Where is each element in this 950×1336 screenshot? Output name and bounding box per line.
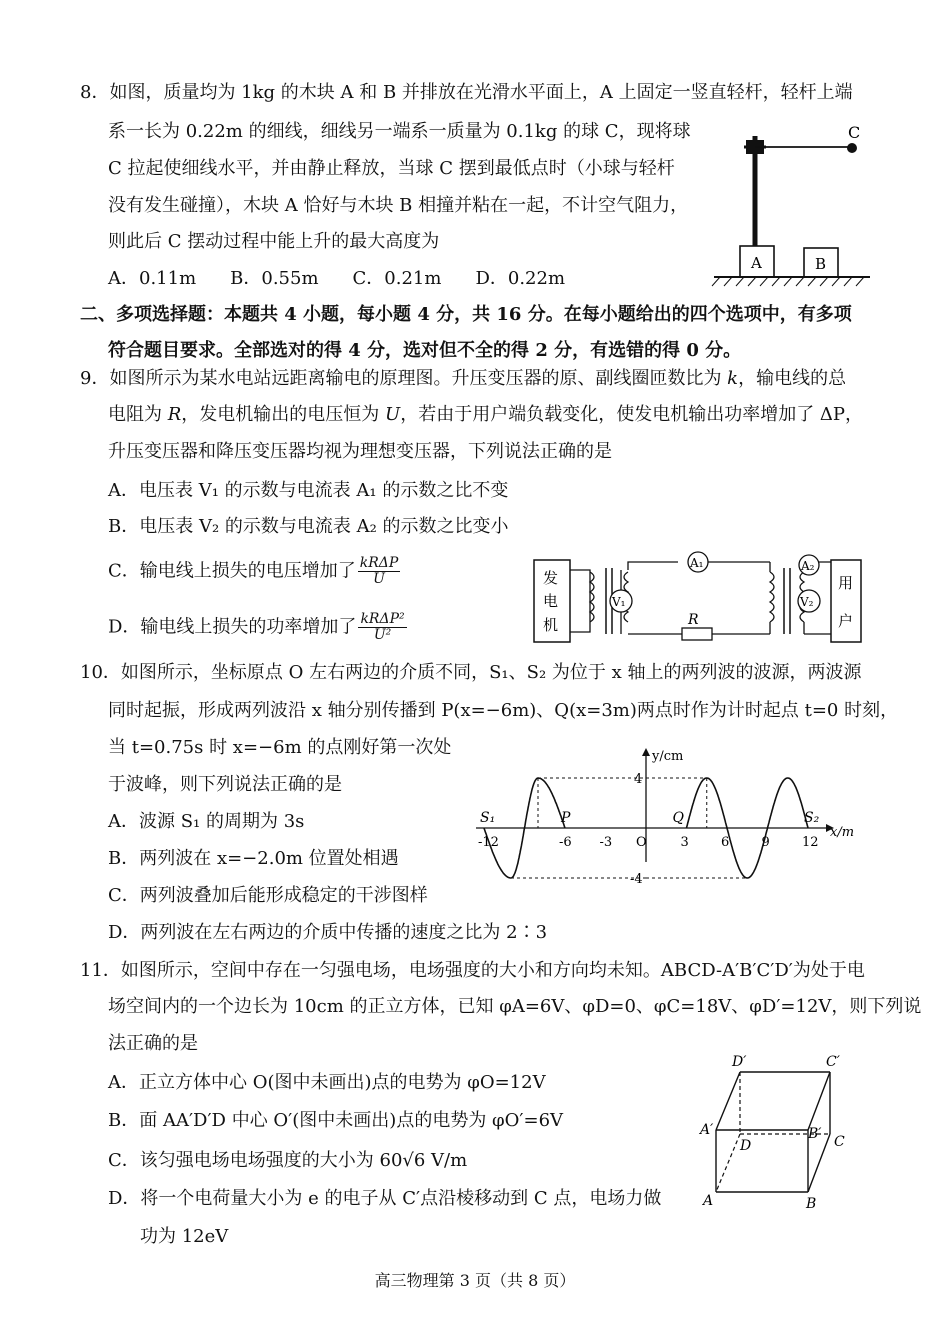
x-axis-label: x/m bbox=[830, 825, 855, 840]
x-tick-label: 6 bbox=[721, 835, 730, 850]
q8-option-b[interactable]: B．0.55m bbox=[230, 268, 319, 289]
q11-option-d[interactable]: D．将一个电荷量大小为 e 的电子从 C′点沿棱移动到 C 点，电场力做 bbox=[108, 1188, 662, 1209]
svg-text:A: A bbox=[703, 1193, 714, 1209]
q11-option-d-cont: 功为 12eV bbox=[140, 1226, 229, 1247]
svg-text:V₂: V₂ bbox=[800, 595, 814, 609]
q8-line-1: 8．如图，质量均为 1kg 的木块 A 和 B 并排放在光滑水平面上，A 上固定一竖直轻杆，轻杆上端 bbox=[80, 82, 853, 103]
q9-option-d[interactable]: D．输电线上损失的功率增加了 kRΔP² U² bbox=[108, 611, 405, 643]
q8-line-3: C 拉起使细线水平，并由静止释放，当球 C 摆到最低点时（小球与轻杆 bbox=[108, 158, 675, 179]
q11-cube-figure bbox=[698, 1050, 858, 1210]
q8-option-a[interactable]: A．0.11m bbox=[108, 268, 197, 289]
svg-text:C′: C′ bbox=[826, 1054, 840, 1070]
q10-wave-chart bbox=[462, 744, 872, 887]
svg-text:R: R bbox=[688, 612, 699, 628]
q9-option-c-fraction: kRΔP U bbox=[359, 555, 399, 587]
x-tick-label: -12 bbox=[478, 835, 499, 850]
svg-text:C: C bbox=[834, 1134, 845, 1150]
q10-option-b[interactable]: B．两列波在 x=−2.0m 位置处相遇 bbox=[108, 848, 399, 869]
q10-line-3: 当 t=0.75s 时 x=−6m 的点刚好第一次处 bbox=[108, 737, 452, 758]
q8-line-2: 系一长为 0.22m 的细线，细线另一端系一质量为 0.1kg 的球 C，现将球 bbox=[108, 121, 691, 142]
svg-text:V₁: V₁ bbox=[612, 595, 626, 609]
x-tick-label: 9 bbox=[761, 835, 770, 850]
q10-option-c[interactable]: C．两列波叠加后能形成稳定的干涉图样 bbox=[108, 885, 428, 906]
svg-text:A′: A′ bbox=[700, 1122, 714, 1138]
y-tick-label: 4 bbox=[634, 772, 643, 787]
q8-label-a: A bbox=[751, 254, 762, 272]
q10-line-1: 10．如图所示，坐标原点 O 左右两边的介质不同，S₁、S₂ 为位于 x 轴上的两列波的波源，两波源 bbox=[80, 662, 862, 683]
point-label: S₂ bbox=[804, 810, 820, 826]
q11-option-c[interactable]: C．该匀强电场电场强度的大小为 60√6 V/m bbox=[108, 1150, 468, 1171]
x-tick-label: -3 bbox=[599, 835, 613, 850]
point-label: P bbox=[561, 810, 571, 826]
svg-text:B: B bbox=[806, 1196, 817, 1212]
q11-line-1: 11．如图所示，空间中存在一匀强电场，电场强度的大小和方向均未知。ABCD-A′B′C′D′为处于电 bbox=[80, 960, 865, 981]
x-tick-label: 3 bbox=[680, 835, 689, 850]
q10-line-4: 于波峰，则下列说法正确的是 bbox=[108, 774, 342, 795]
q11-option-a[interactable]: A．正立方体中心 O(图中未画出)点的电势为 φO=12V bbox=[108, 1072, 546, 1093]
q9-circuit-figure bbox=[528, 550, 868, 650]
svg-text:机: 机 bbox=[543, 616, 559, 634]
q9-option-c[interactable]: C．输电线上损失的电压增加了 kRΔP U bbox=[108, 555, 399, 587]
svg-text:D: D bbox=[740, 1138, 752, 1154]
q11-option-b[interactable]: B．面 AA′D′D 中心 O′(图中未画出)点的电势为 φO′=6V bbox=[108, 1110, 564, 1131]
q10-line-2: 同时起振，形成两列波沿 x 轴分别传播到 P(x=−6m)、Q(x=3m)两点时作为计时起点 t=0 时刻， bbox=[108, 700, 899, 721]
point-label: S₁ bbox=[480, 810, 496, 826]
x-tick-label: -6 bbox=[559, 835, 572, 850]
y-axis-arrow bbox=[642, 748, 650, 756]
q8-label-b: B bbox=[815, 255, 827, 273]
y-axis-label: y/cm bbox=[652, 749, 684, 764]
svg-text:A₂: A₂ bbox=[801, 559, 815, 573]
q8-option-c[interactable]: C．0.21m bbox=[352, 268, 442, 289]
section2-heading-2: 符合题目要求。全部选对的得 4 分，选对但不全的得 2 分，有选错的得 0 分。 bbox=[108, 340, 742, 361]
q10-option-a[interactable]: A．波源 S₁ 的周期为 3s bbox=[108, 811, 305, 832]
y-tick-label: -4 bbox=[630, 872, 643, 887]
q8-label-c: C bbox=[848, 123, 861, 142]
q9-line-2: 电阻为 R，发电机输出的电压恒为 U，若由于用户端负载变化，使发电机输出功率增加了 ΔP， bbox=[108, 404, 864, 425]
q8-line-4: 没有发生碰撞），木块 A 恰好与木块 B 相撞并粘在一起，不计空气阻力， bbox=[108, 195, 689, 216]
svg-text:B′: B′ bbox=[808, 1126, 822, 1142]
q8-option-d[interactable]: D．0.22m bbox=[475, 268, 566, 289]
section2-heading-1: 二、多项选择题：本题共 4 小题，每小题 4 分，共 16 分。在每小题给出的四个选项中，有多项 bbox=[80, 304, 852, 325]
q9-option-a[interactable]: A．电压表 V₁ 的示数与电流表 A₁ 的示数之比不变 bbox=[108, 480, 509, 501]
q11-line-2: 场空间内的一个边长为 10cm 的正立方体，已知 φA=6V、φD=0、φC=18V、φD′=12V，则下列说 bbox=[108, 996, 922, 1017]
q9-line-1: 9．如图所示为某水电站远距离输电的原理图。升压变压器的原、副线圈匝数比为 k，输电线的总 bbox=[80, 368, 847, 389]
svg-text:A₁: A₁ bbox=[690, 556, 704, 570]
q11-line-3: 法正确的是 bbox=[108, 1033, 198, 1054]
svg-text:D′: D′ bbox=[732, 1054, 747, 1070]
q8-options bbox=[108, 268, 599, 290]
svg-text:用: 用 bbox=[838, 574, 854, 592]
svg-text:发: 发 bbox=[543, 569, 559, 587]
x-tick-label: O bbox=[636, 835, 647, 850]
x-tick-label: 12 bbox=[802, 835, 819, 850]
svg-text:电: 电 bbox=[543, 592, 559, 610]
page-footer: 高三物理第 3 页（共 8 页） bbox=[374, 1271, 576, 1290]
q8-line-5: 则此后 C 摆动过程中能上升的最大高度为 bbox=[108, 231, 440, 252]
q9-option-d-fraction: kRΔP² U² bbox=[360, 611, 405, 643]
q10-option-d[interactable]: D．两列波在左右两边的介质中传播的速度之比为 2∶3 bbox=[108, 922, 548, 943]
q9-line-3: 升压变压器和降压变压器均视为理想变压器，下列说法正确的是 bbox=[108, 441, 612, 462]
q9-option-b[interactable]: B．电压表 V₂ 的示数与电流表 A₂ 的示数之比变小 bbox=[108, 516, 509, 537]
svg-text:户: 户 bbox=[838, 612, 854, 630]
point-label: Q bbox=[672, 810, 684, 826]
q8-figure bbox=[700, 118, 890, 293]
